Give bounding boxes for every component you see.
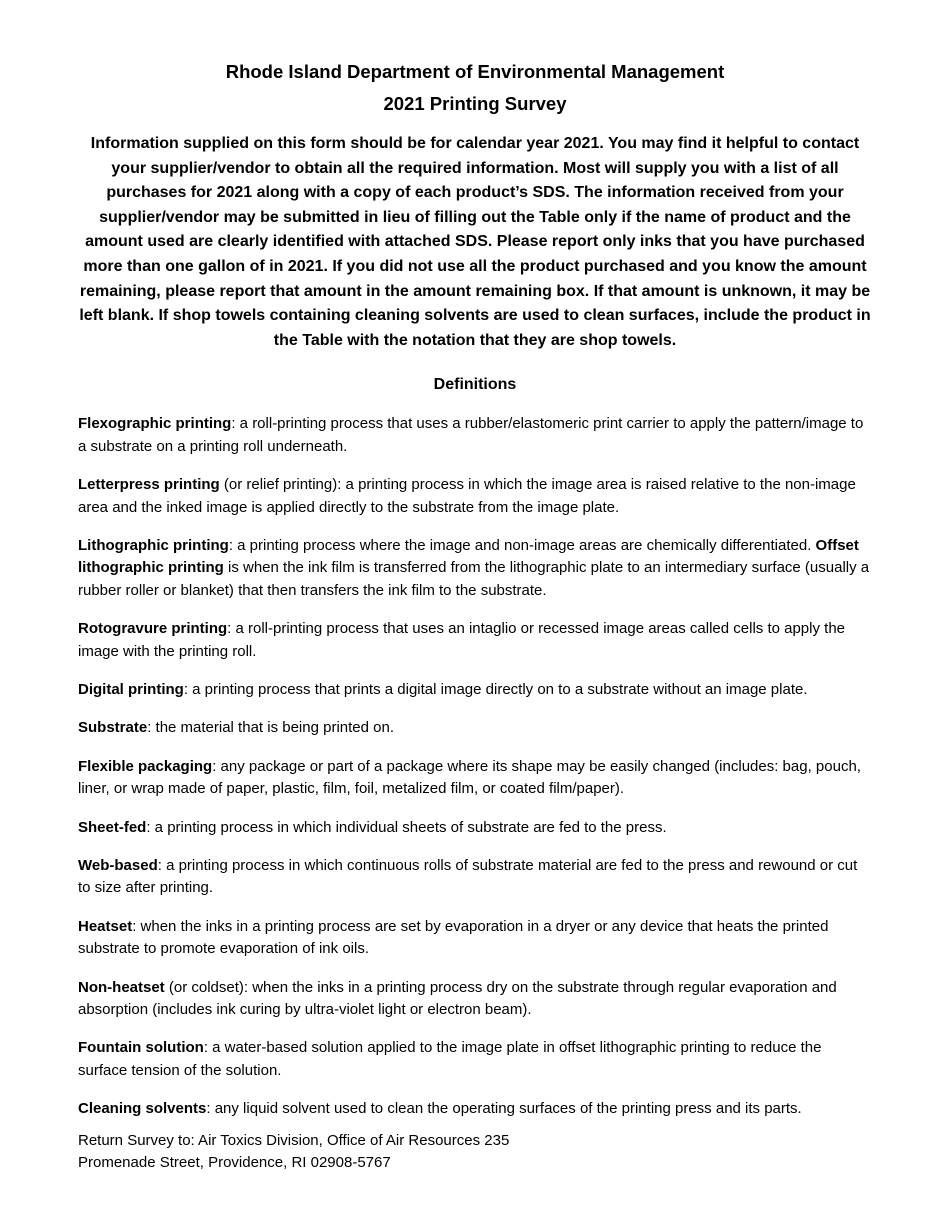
definition-text: : a printing process in which individual sheets of substrate are fed to the press. [146,818,667,836]
definition-term-offset: Offset lithographic printing [78,536,859,577]
definition-text: : a printing process in which continuous rolls of substrate material are fed to the press and rewound or cut to size after printing. [78,857,858,897]
page-subtitle: 2021 Printing Survey [383,93,567,114]
definition-text: : a printing process where the image and non-image areas are chemically differentiated. [228,536,816,554]
definition-non-heatset [78,977,872,1022]
definitions-heading: Definitions [433,376,517,394]
definition-text: : a roll-printing process that uses a rubber/elastomeric print carrier to apply the pattern/image to a substrate on a printing roll underneath. [78,415,864,455]
definition-substrate [78,717,872,739]
definition-term: Heatset [78,917,133,935]
definition-term: Substrate [78,719,148,737]
definition-term: Letterpress printing [78,476,220,494]
definition-term: Rotogravure printing [78,620,228,638]
definition-text: : a roll-printing process that uses an intaglio or recessed image areas called cells to apply the image with the printing roll. [78,620,845,660]
definition-rotogravure [78,618,872,663]
definition-term: Fountain solution [78,1039,204,1057]
definition-flexographic [78,413,872,458]
definition-term: Digital printing [78,681,184,698]
definition-cleaning-solvents [78,1098,872,1120]
return-address [78,1130,872,1175]
definitions-list [78,413,872,1120]
definition-digital [78,679,872,701]
definition-sheet-fed [78,817,872,839]
definition-letterpress [78,474,872,519]
definition-term: Cleaning solvents [78,1100,207,1118]
page-title: Rhode Island Department of Environmental Management [225,61,725,82]
definition-text: (or coldset): when the inks in a printing process dry on the substrate through regular evaporation and absorption (includes ink curing by ultra-violet light or electron beam). [78,978,837,1019]
definition-text: : a water-based solution applied to the image plate in offset lithographic printing to reduce the surface tension of the solution. [78,1039,822,1079]
definition-term: Web-based [78,857,158,875]
definition-text: : any liquid solvent used to clean the operating surfaces of the printing press and its parts. [206,1100,802,1118]
definition-term: Flexographic printing [78,415,232,433]
definition-lithographic [78,535,872,602]
definition-text: : a printing process that prints a digital image directly on to a substrate without an image plate. [183,681,808,698]
definition-text: (or relief printing): a printing process in which the image area is raised relative to the non-image area and the inked image is applied directly to the substrate from the image plate. [78,476,856,516]
definition-heatset [78,916,872,961]
definition-text-offset: is when the ink film is transferred from the lithographic plate to an intermediary surface (usually a rubber roller or blanket) that then transfers the ink film to the substrate. [78,559,870,599]
definition-term: Non-heatset [78,978,165,996]
return-address-line-2: Promenade Street, Providence, RI 02908-5767 [78,1154,391,1172]
definition-term: Sheet-fed [78,818,147,836]
definition-text: : when the inks in a printing process are set by evaporation in a dryer or any device that heats the printed substrate to promote evaporation of ink oils. [78,917,829,958]
definition-text: : the material that is being printed on. [147,719,394,737]
definition-text: : any package or part of a package where its shape may be easily changed (includes: bag, pouch, liner, or wrap made of paper, plastic, film, foil, metalized film, or coated film/paper). [78,757,861,798]
definition-flexible-packaging [78,756,872,801]
definition-term: Flexible packaging [78,757,213,775]
definition-web-based [78,855,872,900]
document-page [78,56,872,1175]
definition-term: Lithographic printing [78,536,229,554]
return-address-line-1: Return Survey to: Air Toxics Division, Office of Air Resources 235 [78,1131,510,1149]
intro-paragraph: Information supplied on this form should be for calendar year 2021. You may find it helpful to contact your supplier/vendor to obtain all the required information. Most will supply you with a list of all purchases for 2021 along with a copy of each product’s SDS. The information received from your supplier/vendor may be submitted in lieu of filling out the Table only if the name of product and the amount used are clearly identified with attached SDS. Please report only inks that you have purchased more than one gallon of in 2021. If you did not use all the product purchased and you know the amount remaining, please report that amount in the amount remaining box. If that amount is unknown, it may be left blank. If shop towels containing cleaning solvents are used to clean surfaces, include the product in the Table with the notation that they are shop towels. [79,135,871,349]
definition-fountain-solution [78,1037,872,1082]
